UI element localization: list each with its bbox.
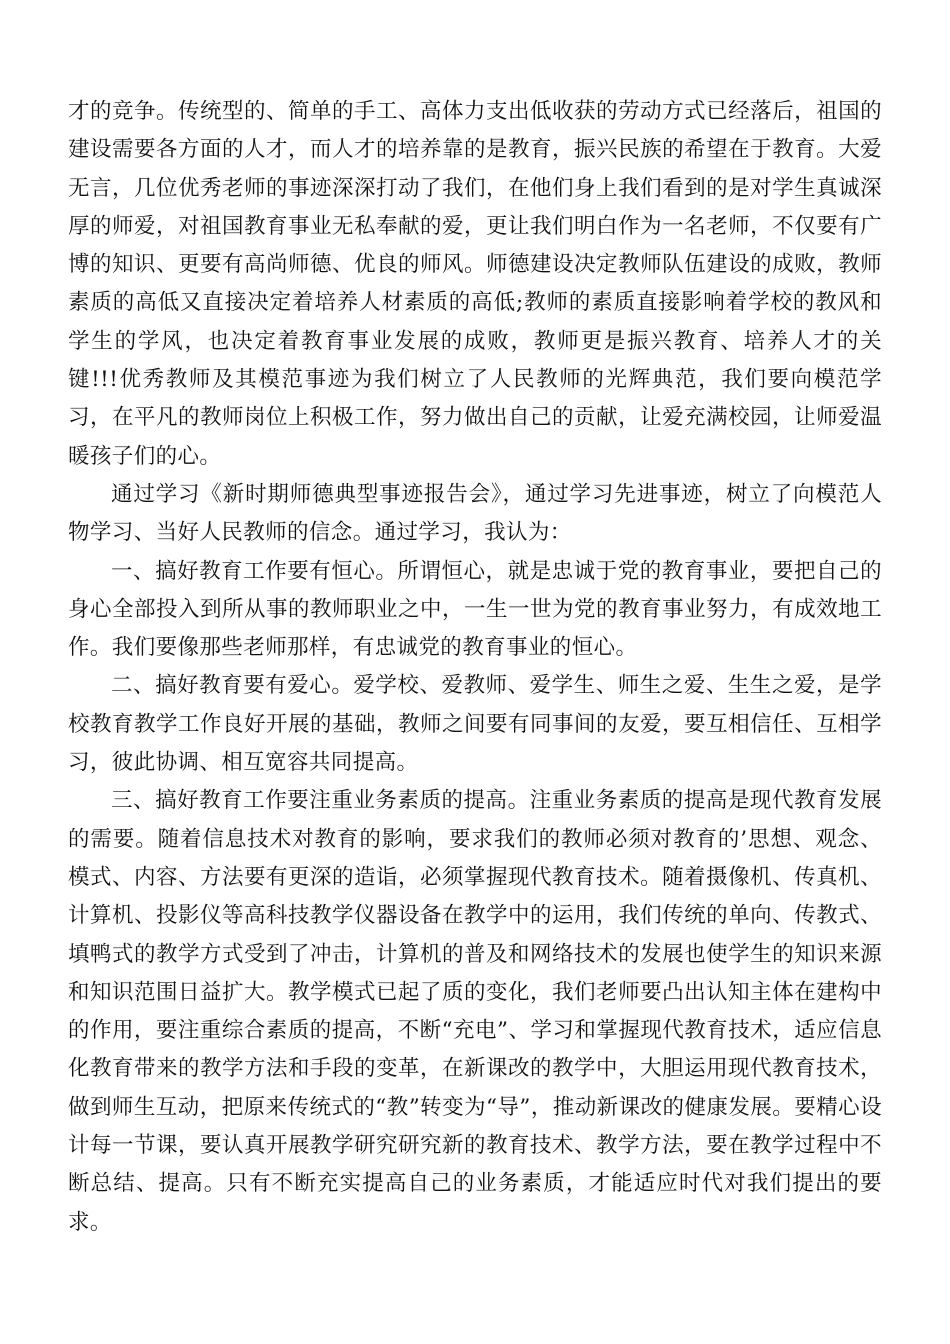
paragraph-point-two: 二、搞好教育要有爱心。爱学校、爱教师、爱学生、师生之爱、生生之爱，是学校教育教学工作良好开展的基础，教师之间要有同事间的友爱，要互相信任、互相学习，彼此协调、相互宽容共同提高。 [68,673,882,776]
paragraph-point-one: 一、搞好教育工作要有恒心。所谓恒心，就是忠诚于党的教育事业，要把自己的身心全部投入到所从事的教师职业之中，一生一世为党的教育事业努力，有成效地工作。我们要像那些老师那样，有忠诚党的教育事业的恒心。 [68,558,882,661]
paragraph-intro: 才的竞争。传统型的、简单的手工、高体力支出低收获的劳动方式已经落后，祖国的建设需要各方面的人才，而人才的培养靠的是教育，振兴民族的希望在于教育。大爱无言，几位优秀老师的事迹深深打动了我们，在他们身上我们看到的是对学生真诚深厚的师爱，对祖国教育事业无私奉献的爱，更让我们明白作为一名老师，不仅要有广博的知识、更要有高尚师德、优良的师风。师德建设决定教师队伍建设的成败，教师素质的高低又直接决定着培养人材素质的高低;教师的素质直接影响着学校的教风和学生的学风，也决定着教育事业发展的成败，教师更是振兴教育、培养人才的关键!!!优秀教师及其模范事迹为我们树立了人民教师的光辉典范，我们要向模范学习，在平凡的教师岗位上积极工作，努力做出自己的贡献，让爱充满校园，让师爱温暖孩子们的心。 [68,99,882,469]
paragraph-point-three: 三、搞好教育工作要注重业务素质的提高。注重业务素质的提高是现代教育发展的需要。随着信息技术对教育的影响，要求我们的教师必须对教育的’思想、观念、模式、内容、方法要有更深的造诣，必须掌握现代教育技术。随着摄像机、传真机、计算机、投影仪等高科技教学仪器设备在教学中的运用，我们传统的单向、传教式、填鸭式的教学方式受到了冲击，计算机的普及和网络技术的发展也使学生的知识来源和知识范围日益扩大。教学模式已起了质的变化，我们老师要凸出认知主体在建构中的作用，要注重综合素质的提高，不断“充电”、学习和掌握现代教育技术，适应信息化教育带来的教学方法和手段的变革，在新课改的教学中，大胆运用现代教育技术，做到师生互动，把原来传统式的“教”转变为“导”，推动新课改的健康发展。要精心设计每一节课，要认真开展教学研究研究新的教育技术、教学方法，要在教学过程中不断总结、提高。只有不断充实提高自己的业务素质，才能适应时代对我们提出的要求。 [68,788,882,1235]
document-page [68,93,882,1242]
paragraph-study: 通过学习《新时期师德典型事迹报告会》，通过学习先进事迹，树立了向模范人物学习、当好人民教师的信念。通过学习，我认为： [68,481,882,546]
